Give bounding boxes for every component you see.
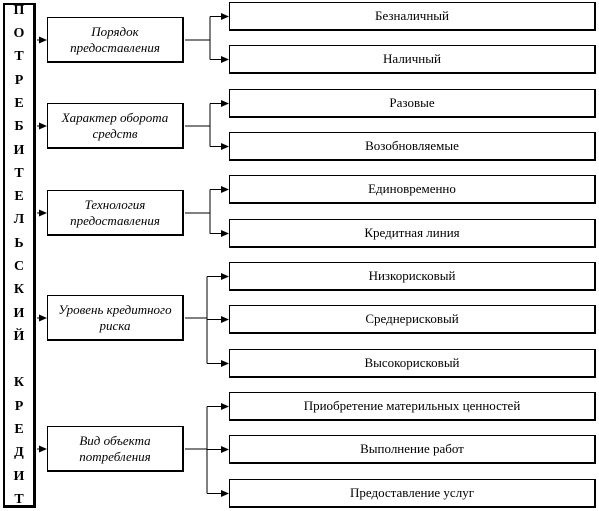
root-letter: Й <box>13 328 25 344</box>
item-label: Безналичный <box>374 8 449 23</box>
root-letter: Т <box>14 49 24 65</box>
category-label: Порядок предоставления <box>70 23 160 55</box>
root-letter: Т <box>14 165 24 181</box>
category-label: Характер оборота средств <box>61 109 169 141</box>
root-letter: Е <box>14 189 24 205</box>
item-box <box>229 349 596 378</box>
item-label: Кредитная линия <box>364 225 460 240</box>
item-label: Возобновляемые <box>365 138 459 153</box>
root-letter: К <box>13 282 25 298</box>
category-label: Вид объекта потребления <box>79 432 151 464</box>
category-box <box>47 426 184 472</box>
item-box <box>229 305 596 334</box>
root-letter: Е <box>14 422 24 438</box>
root-letter: Р <box>14 72 24 88</box>
root-letter: О <box>13 26 25 42</box>
root-label <box>5 2 33 507</box>
root-letter: Е <box>14 95 24 111</box>
item-label: Наличный <box>383 51 441 66</box>
root-letter: Р <box>14 398 24 414</box>
item-box <box>229 479 596 508</box>
category-label: Технология предоставления <box>70 196 160 228</box>
item-label: Высокорисковый <box>364 355 460 370</box>
item-label: Выполнение работ <box>360 441 464 456</box>
root-letter: П <box>13 2 25 18</box>
item-box <box>229 2 596 31</box>
item-label: Приобретение материльных ценностей <box>303 398 521 413</box>
item-label: Разовые <box>389 95 435 110</box>
category-box <box>47 103 184 149</box>
root-word-gap <box>17 348 21 371</box>
root-letter: Ь <box>14 235 24 251</box>
category-box <box>47 190 184 236</box>
category-box <box>47 17 184 63</box>
item-box <box>229 392 596 421</box>
root-letter: И <box>13 468 25 484</box>
item-box <box>229 132 596 161</box>
category-label: Уровень кредитного риска <box>58 301 172 333</box>
item-box <box>229 262 596 291</box>
item-box <box>229 45 596 74</box>
item-box <box>229 219 596 248</box>
root-letter: Л <box>13 212 25 228</box>
root-letter: И <box>13 142 25 158</box>
item-box <box>229 175 596 204</box>
item-label: Единовременно <box>368 181 456 196</box>
item-box <box>229 435 596 464</box>
root-box <box>3 3 36 508</box>
root-letter: Т <box>14 491 24 507</box>
item-label: Предоставление услуг <box>349 485 475 500</box>
root-letter: К <box>13 375 25 391</box>
item-label: Среднерисковый <box>365 311 459 326</box>
item-box <box>229 89 596 118</box>
root-letter: И <box>13 305 25 321</box>
root-letter: С <box>13 259 25 274</box>
category-box <box>47 295 184 341</box>
item-label: Низкорисковый <box>368 268 456 283</box>
root-letter: Д <box>14 445 24 461</box>
root-letter: Б <box>14 119 24 135</box>
